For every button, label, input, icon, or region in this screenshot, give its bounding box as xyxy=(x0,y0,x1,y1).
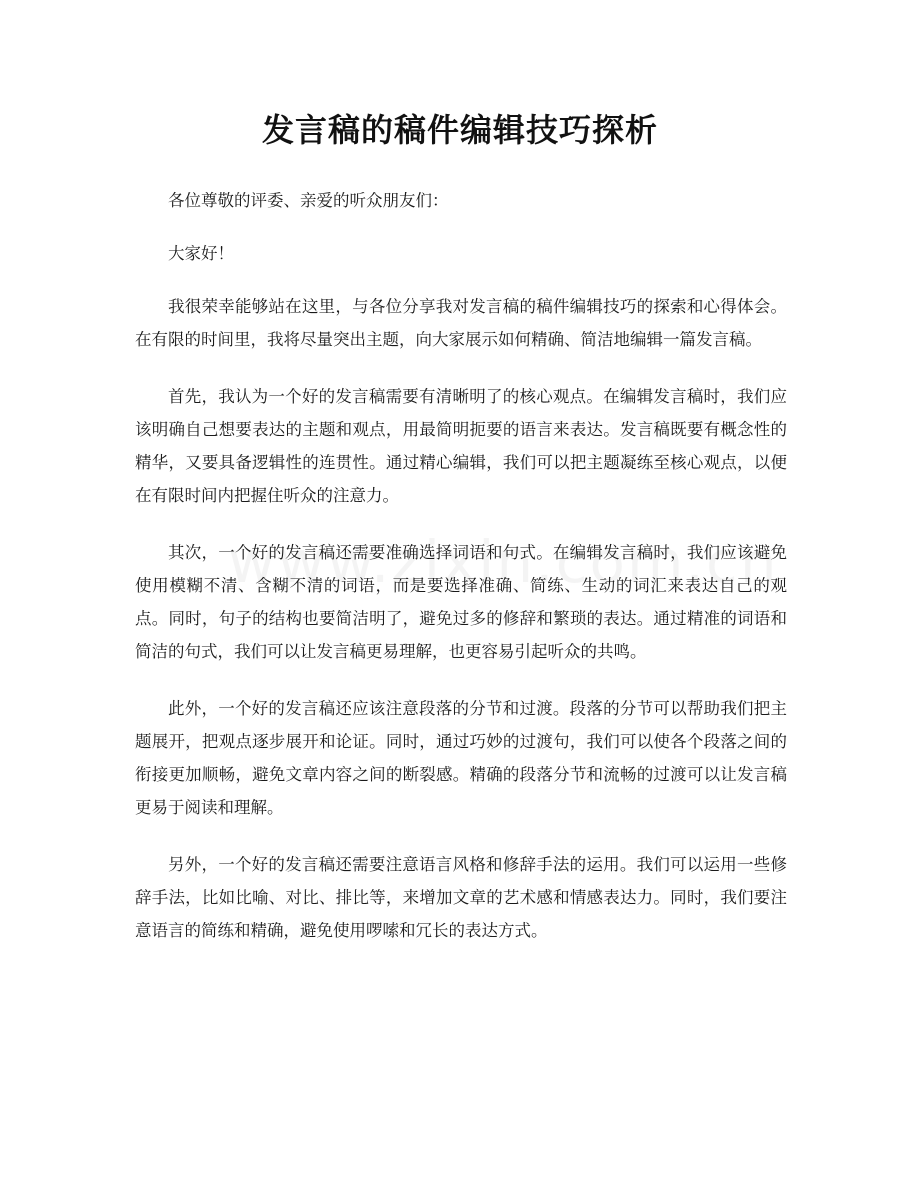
salutation: 各位尊敬的评委、亲爱的听众朋友们： xyxy=(168,191,449,210)
paragraph-fourth: 另外，一个好的发言稿还需要注意语言风格和修辞手法的运用。我们可以运用一些修辞手法，比如比喻、对比、排比等，来增加文章的艺术感和情感表达力。同时，我们要注意语言的简练和精确，避免使用啰嗦和冗长的表达方式。 xyxy=(135,855,787,940)
paragraph-second: 其次，一个好的发言稿还需要准确选择词语和句式。在编辑发言稿时，我们应该避免使用模糊不清、含糊不清的词语，而是要选择准确、简练、生动的词汇来表达自己的观点。同时，句子的结构也要简洁明了，避免过多的修辞和繁琐的表达。通过精准的词语和简洁的句式，我们可以让发言稿更易理解，也更容易引起听众的共鸣。 xyxy=(135,543,787,661)
paragraph-third: 此外，一个好的发言稿还应该注意段落的分节和过渡。段落的分节可以帮助我们把主题展开，把观点逐步展开和论证。同时，通过巧妙的过渡句，我们可以使各个段落之间的衔接更加顺畅，避免文章内容之间的断裂感。精确的段落分节和流畅的过渡可以让发言稿更易于阅读和理解。 xyxy=(135,699,787,817)
document-title: 发言稿的稿件编辑技巧探析 xyxy=(261,111,658,149)
paragraph-intro: 我很荣幸能够站在这里，与各位分享我对发言稿的稿件编辑技巧的探索和心得体会。在有限的时间里，我将尽量突出主题，向大家展示如何精确、简洁地编辑一篇发言稿。 xyxy=(135,297,787,349)
greeting: 大家好！ xyxy=(168,244,234,263)
paragraph-first: 首先，我认为一个好的发言稿需要有清晰明了的核心观点。在编辑发言稿时，我们应该明确自己想要表达的主题和观点，用最简明扼要的语言来表达。发言稿既要有概念性的精华，又要具备逻辑性的连贯性。通过精心编辑，我们可以把主题凝练至核心观点，以便在有限时间内把握住听众的注意力。 xyxy=(135,387,787,505)
document-body xyxy=(135,184,787,971)
